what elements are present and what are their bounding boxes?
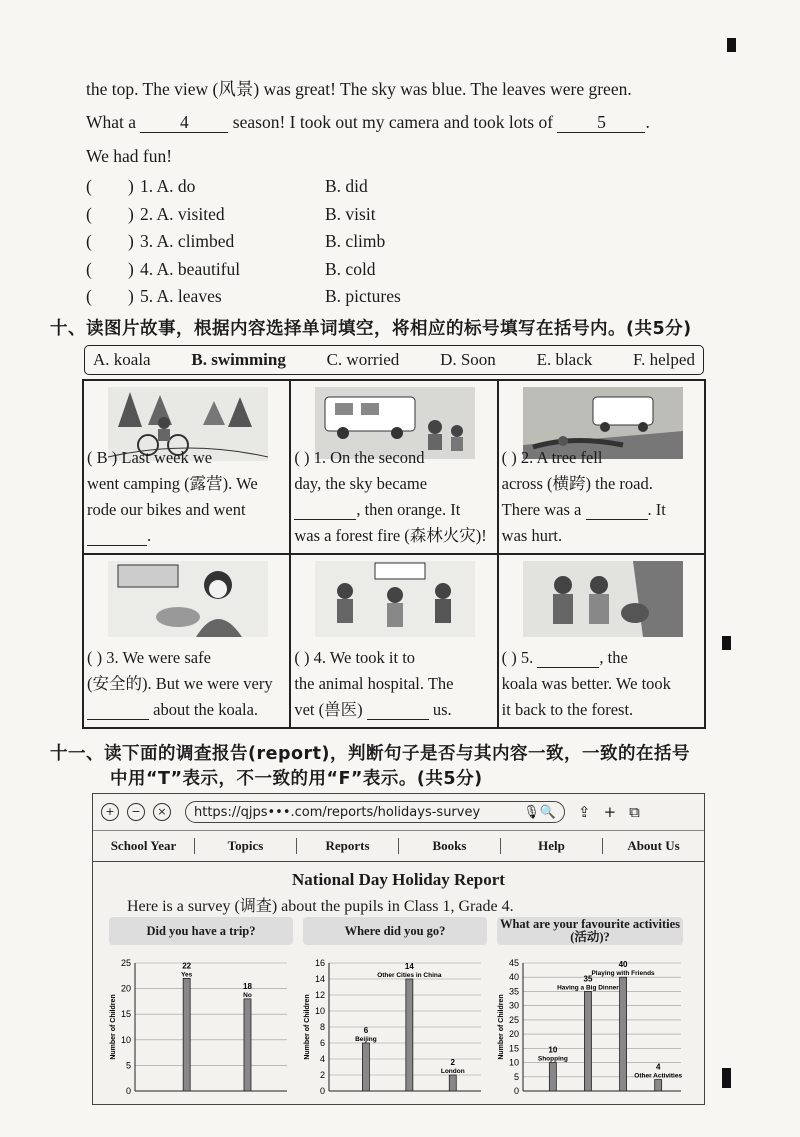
bar-value-label: 4 bbox=[655, 1062, 661, 1072]
bar-value-label: 6 bbox=[363, 1026, 369, 1035]
answer-blank[interactable] bbox=[87, 701, 149, 720]
option-paren-open[interactable]: ( bbox=[86, 176, 92, 196]
y-tick-label: 12 bbox=[314, 990, 325, 1000]
y-tick-label: 5 bbox=[125, 1060, 131, 1071]
bar-category-label: Playing with Friends bbox=[591, 970, 655, 978]
bar bbox=[620, 977, 627, 1091]
bar-category-label: Beijing bbox=[355, 1036, 377, 1043]
story-panel: ( ) 2. A tree fell across (横跨) the road. There was a . It was hurt. bbox=[498, 380, 705, 554]
bar-category-label: Shopping bbox=[537, 1055, 568, 1063]
y-tick-label: 5 bbox=[513, 1071, 519, 1082]
panel-text: the animal hospital. The bbox=[294, 674, 454, 693]
browser-toolbar bbox=[93, 794, 704, 831]
bar-category-label: Other Activities bbox=[634, 1072, 683, 1080]
blank-5[interactable]: 5 bbox=[557, 113, 645, 133]
y-axis-label: Number of Children bbox=[110, 994, 117, 1060]
option-paren-close: ) bbox=[128, 286, 134, 306]
bar-category-label: Having a Big Dinner bbox=[557, 984, 619, 992]
bar bbox=[406, 979, 413, 1091]
word-bank-item: F. helped bbox=[633, 350, 695, 369]
bar bbox=[244, 999, 251, 1091]
story-panel: ( B ) Last week we went camping (露营). We rode our bikes and went . bbox=[83, 380, 290, 554]
nav-school-year[interactable]: School Year bbox=[93, 838, 195, 854]
panel-text: was hurt. bbox=[501, 526, 563, 545]
option-b: B. cold bbox=[325, 258, 376, 279]
bar bbox=[655, 1080, 662, 1091]
panel-text: rode our bikes and went bbox=[87, 500, 246, 519]
panel-text: was a forest fire (森林火灾)! bbox=[294, 526, 487, 545]
report-title: National Day Holiday Report bbox=[292, 870, 505, 889]
blank-4[interactable]: 4 bbox=[140, 113, 228, 133]
survey-browser-window bbox=[92, 793, 705, 1105]
bar bbox=[549, 1063, 556, 1091]
option-b: B. visit bbox=[325, 203, 376, 224]
bar-value-label: 22 bbox=[182, 961, 192, 971]
url-bar[interactable] bbox=[185, 801, 565, 823]
word-bank bbox=[84, 345, 704, 375]
bar-category-label: No bbox=[243, 991, 252, 999]
y-tick-label: 14 bbox=[314, 974, 325, 984]
bar-value-label: 2 bbox=[450, 1058, 455, 1067]
y-axis-label: Number of Children bbox=[498, 994, 505, 1060]
option-paren-open[interactable]: ( bbox=[86, 258, 92, 279]
y-tick-label: 4 bbox=[319, 1054, 325, 1064]
y-tick-label: 15 bbox=[120, 1009, 131, 1020]
option-a: 3. A. climbed bbox=[140, 231, 235, 251]
bar-value-label: 14 bbox=[404, 962, 414, 971]
option-b: B. pictures bbox=[325, 286, 401, 306]
passage-line-1: the top. The view (风景) was great! The sky was blue. The leaves were green. bbox=[86, 79, 632, 99]
trip-chart bbox=[105, 951, 295, 1101]
bar-value-label: 18 bbox=[243, 981, 252, 991]
option-paren-close: ) bbox=[128, 231, 134, 251]
nav-books[interactable]: Books bbox=[399, 838, 501, 854]
y-tick-label: 10 bbox=[314, 1006, 325, 1016]
y-tick-label: 30 bbox=[508, 1000, 519, 1011]
panel-text: ( ) 1. On the second bbox=[294, 448, 425, 467]
y-tick-label: 20 bbox=[120, 983, 131, 994]
y-tick-label: 0 bbox=[319, 1086, 325, 1096]
bar-category-label: Other Cities in China bbox=[377, 972, 442, 979]
word-bank-item: E. black bbox=[536, 350, 593, 369]
option-paren-close: ) bbox=[128, 258, 134, 279]
panel-text: (安全的). But we were very bbox=[87, 674, 273, 693]
panel-text: went camping (露营). We bbox=[87, 474, 258, 493]
scan-marker bbox=[727, 38, 736, 52]
story-panel: ( ) 4. We took it to the animal hospital. The vet (兽医) us. bbox=[290, 554, 497, 728]
y-tick-label: 10 bbox=[120, 1034, 131, 1045]
option-a: 4. A. beautiful bbox=[140, 258, 241, 279]
panel-text: ( B ) Last week we bbox=[87, 448, 213, 467]
zoom-out-button[interactable]: − bbox=[127, 803, 145, 821]
report-subtitle: Here is a survey (调查) about the pupils in Class 1, Grade 4. bbox=[127, 898, 514, 915]
nav-topics[interactable]: Topics bbox=[195, 838, 297, 854]
story-panel: ( ) 3. We were safe (安全的). But we were very about the koala. bbox=[83, 554, 290, 728]
animal-hospital-illustration bbox=[315, 561, 475, 637]
chart-title: Did you have a trip? bbox=[109, 917, 293, 945]
nav-help[interactable]: Help bbox=[501, 838, 603, 854]
zoom-in-button[interactable]: + bbox=[101, 803, 119, 821]
y-tick-label: 40 bbox=[508, 972, 519, 983]
option-paren-close: ) bbox=[128, 203, 134, 224]
y-axis-label: Number of Children bbox=[304, 994, 311, 1060]
option-paren-close: ) bbox=[128, 176, 134, 196]
panel-text: ( ) 3. We were safe bbox=[87, 648, 211, 667]
mic-search-icon[interactable]: 🎙🔍 bbox=[523, 804, 556, 820]
site-nav bbox=[93, 831, 704, 862]
scan-marker bbox=[722, 1068, 731, 1088]
bar-category-label: Yes bbox=[181, 971, 193, 979]
y-tick-label: 8 bbox=[319, 1022, 325, 1032]
story-panel: ( ) 5. , the koala was better. We took it back to the forest. bbox=[498, 554, 705, 728]
bar bbox=[584, 991, 591, 1091]
answer-blank[interactable] bbox=[586, 501, 648, 520]
y-tick-label: 0 bbox=[513, 1086, 519, 1096]
section-10-title: 十、读图片故事，根据内容选择单词填空，将相应的标号填写在括号内。(共5分) bbox=[50, 319, 692, 339]
story-panel: ( ) 1. On the second day, the sky became , then orange. It was a forest fire (森林火灾)! bbox=[290, 380, 497, 554]
option-a: 1. A. do bbox=[140, 176, 196, 196]
option-paren-open[interactable]: ( bbox=[86, 231, 92, 251]
option-paren-open[interactable]: ( bbox=[86, 203, 92, 224]
y-tick-label: 2 bbox=[319, 1070, 325, 1080]
panel-text: it back to the forest. bbox=[501, 700, 634, 719]
option-b: B. did bbox=[325, 176, 368, 196]
y-tick-label: 15 bbox=[508, 1043, 519, 1054]
scan-marker bbox=[722, 636, 731, 650]
word-bank-item: A. koala bbox=[93, 350, 151, 369]
bar bbox=[449, 1075, 456, 1091]
close-button[interactable]: × bbox=[153, 803, 171, 821]
option-paren-open[interactable]: ( bbox=[86, 286, 92, 306]
option-a: 5. A. leaves bbox=[140, 286, 222, 306]
option-a: 2. A. visited bbox=[140, 203, 225, 224]
nav-about-us[interactable]: About Us bbox=[627, 838, 680, 853]
charts-area bbox=[93, 917, 704, 1106]
panel-text: across (横跨) the road. bbox=[501, 474, 653, 493]
section-11-title-cont: 中用“T”表示，不一致的用“F”表示。(共5分) bbox=[110, 769, 483, 789]
panel-text: ( ) 2. A tree fell bbox=[501, 448, 603, 467]
chart-title: What are your favourite activities (活动)? bbox=[497, 917, 683, 945]
bar-value-label: 10 bbox=[548, 1045, 558, 1055]
y-tick-label: 6 bbox=[319, 1038, 325, 1048]
panel-text: day, the sky became bbox=[294, 474, 428, 493]
y-tick-label: 25 bbox=[120, 958, 131, 968]
answer-blank[interactable] bbox=[87, 527, 147, 546]
bar-category-label: London bbox=[440, 1068, 465, 1075]
option-b: B. climb bbox=[325, 231, 386, 251]
chart-title: Where did you go? bbox=[303, 917, 487, 945]
answer-blank[interactable] bbox=[294, 501, 356, 520]
y-tick-label: 10 bbox=[508, 1057, 519, 1068]
passage-line-2: What a 4 season! I took out my camera and took lots of 5 . bbox=[86, 112, 650, 132]
share-icon[interactable]: ⇪ bbox=[578, 803, 591, 821]
bar-value-label: 40 bbox=[618, 960, 628, 970]
destination-chart bbox=[299, 951, 489, 1101]
url-text: https://qjps•••.com/reports/holidays-survey bbox=[194, 804, 481, 820]
answer-blank[interactable] bbox=[537, 649, 599, 668]
nav-reports[interactable]: Reports bbox=[297, 838, 399, 854]
y-tick-label: 45 bbox=[508, 958, 519, 968]
y-tick-label: 25 bbox=[508, 1014, 519, 1025]
section-11-title: 十一、读下面的调查报告(report)，判断句子是否与其内容一致，一致的在括号 bbox=[50, 744, 691, 764]
panel-text: ( ) 4. We took it to bbox=[294, 648, 416, 667]
new-tab-icon[interactable]: + bbox=[603, 803, 617, 821]
y-tick-label: 0 bbox=[125, 1086, 131, 1096]
y-tick-label: 35 bbox=[508, 986, 519, 997]
panel-text: koala was better. We took bbox=[501, 674, 671, 693]
bar bbox=[362, 1043, 369, 1091]
passage-line-3: We had fun! bbox=[86, 146, 173, 166]
y-tick-label: 20 bbox=[508, 1029, 519, 1040]
bar-value-label: 35 bbox=[583, 974, 593, 984]
activities-chart bbox=[493, 951, 689, 1101]
word-bank-item: B. swimming bbox=[191, 350, 286, 369]
girl-with-koala-illustration bbox=[108, 561, 268, 637]
tabs-icon[interactable]: ⧉ bbox=[629, 803, 640, 821]
picture-story-grid bbox=[82, 379, 706, 729]
word-bank-item: D. Soon bbox=[440, 350, 496, 369]
y-tick-label: 16 bbox=[314, 958, 325, 968]
bar bbox=[183, 978, 190, 1091]
answer-blank[interactable] bbox=[367, 701, 429, 720]
koala-release-illustration bbox=[523, 561, 683, 637]
word-bank-item: C. worried bbox=[326, 350, 400, 369]
